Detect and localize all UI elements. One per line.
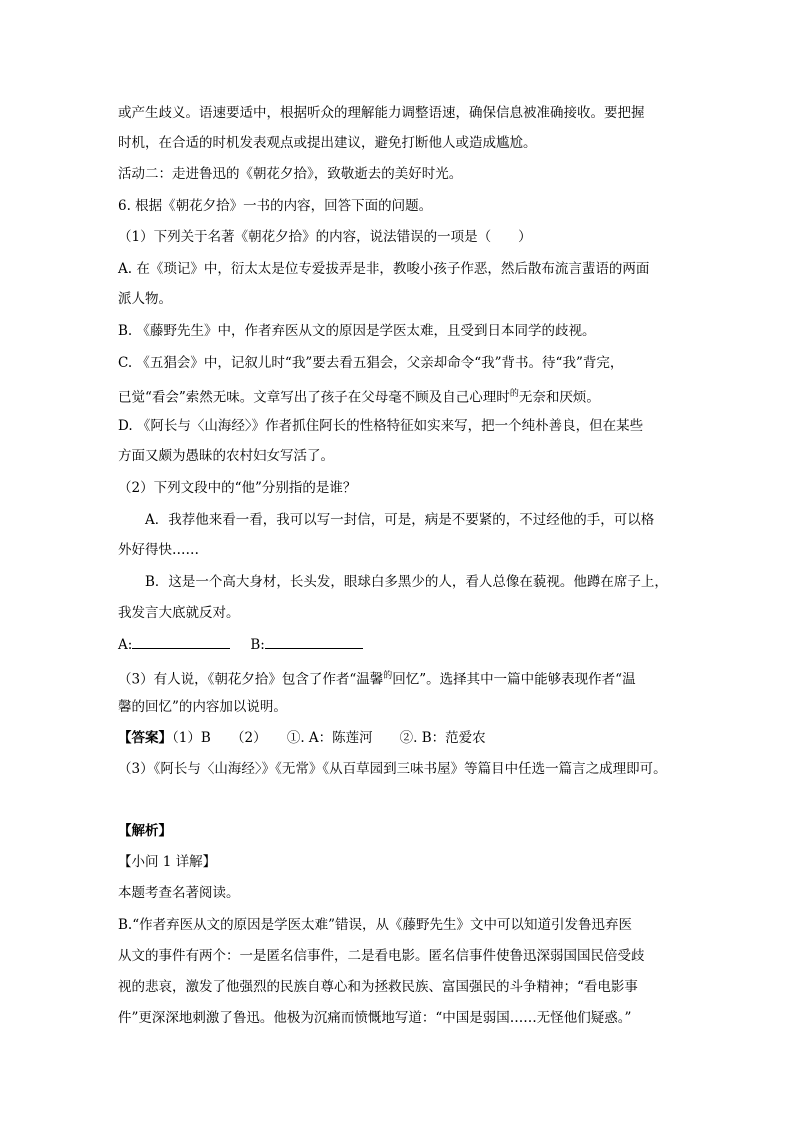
analysis-text: 件”更深深地刺激了鲁迅。他极为沉痛而愤慨地写道：“中国是弱国……无怪他们疑惑。” xyxy=(118,1010,632,1026)
passage-a: A．我荐他来看一看，我可以写一封信，可是，病是不要紧的，不过经他的手，可以格 xyxy=(145,512,655,528)
option-c-cont xyxy=(118,385,600,407)
answer-label: 【答案】 xyxy=(118,730,172,746)
option-b: B. 《藤野先生》中，作者弃医从文的原因是学医太难，且受到日本同学的歧视。 xyxy=(118,323,596,339)
text-line: 或产生歧义。语速要适中，根据听众的理解能力调整语速，确保信息被准确接收。要把握 xyxy=(118,105,645,121)
subquestion-3 xyxy=(118,667,636,689)
option-d-cont: 方面又颇为愚昧的农村妇女写活了。 xyxy=(118,448,334,464)
subquestion-1: （1）下列关于名著《朝花夕拾》的内容，说法错误的一项是（ ） xyxy=(118,229,532,245)
question-6-stem: 6. 根据《朝花夕拾》一书的内容，回答下面的问题。 xyxy=(118,198,433,214)
subquestion-1-heading: 【小问 1 详解】 xyxy=(118,854,217,870)
option-a-cont: 派人物。 xyxy=(118,291,172,307)
text-segment: 回忆”。选择其中一篇中能够表现作者“温 xyxy=(392,671,636,688)
activity-heading: 活动二：走进鲁迅的《朝花夕拾》，致敬逝去的美好时光。 xyxy=(118,166,463,182)
option-d: D. 《阿长与〈山海经〉》作者抓住阿长的性格特征如实来写，把一个纯朴善良，但在某些 xyxy=(118,418,644,434)
text-segment: （3）有人说，《朝花夕拾》包含了作者“温馨 xyxy=(118,671,384,688)
text-segment: 无奈和厌烦。 xyxy=(518,389,600,406)
subquestion-3-cont: 馨的回忆”的内容加以说明。 xyxy=(118,699,287,715)
text-segment: 已觉“看会”索然无味。文章写出了孩子在父母毫不顾及自己心理时 xyxy=(118,389,510,406)
passage-b-cont: 我发言大底就反对。 xyxy=(118,605,240,621)
superscript-char: 的 xyxy=(509,389,519,399)
analysis-text: 视的悲哀，激发了他强烈的民族自尊心和为拯救民族、富国强民的斗争精神；“看电影事 xyxy=(118,979,638,995)
superscript-char: 的 xyxy=(383,671,393,681)
answer-3: （3）《阿长与〈山海经〉》《无常》《从百草园到三味书屋》等篇目中任选一篇言之成理即可。 xyxy=(118,761,667,777)
option-a: A. 在《琐记》中，衍太太是位专爱拔弄是非，教唆小孩子作恶，然后散布流言蜚语的两面 xyxy=(118,261,650,277)
analysis-text: B.“作者弃医从文的原因是学医太难”错误，从《藤野先生》文中可以知道引发鲁迅弃医 xyxy=(118,917,633,933)
passage-b: B．这是一个高大身材，长头发，眼球白多黑少的人，看人总像在藐视。他蹲在席子上， xyxy=(145,574,668,590)
blank-b[interactable] xyxy=(265,636,363,649)
answer-line xyxy=(118,729,486,747)
analysis-heading: 【解析】 xyxy=(118,823,172,839)
analysis-text: 本题考查名著阅读。 xyxy=(118,885,240,901)
option-c: C. 《五猖会》中，记叙儿时“我”要去看五猖会，父亲却命令“我”背书。待“我”背完， xyxy=(118,355,624,371)
analysis-text: 从文的事件有两个：一是匿名信事件，二是看电影。匿名信事件使鲁迅深弱国国民倍受歧 xyxy=(118,948,645,964)
answer-blanks xyxy=(118,636,363,654)
blank-a-label: A: xyxy=(118,637,133,653)
subquestion-2: （2）下列文段中的“他”分别指的是谁？ xyxy=(118,480,357,496)
blank-b-label: B: xyxy=(250,637,265,653)
answer-text: （1）B （2） ①. A：陈莲河 ②. B：范爱农 xyxy=(172,730,486,746)
text-line: 时机，在合适的时机发表观点或提出建议，避免打断他人或造成尴尬。 xyxy=(118,135,537,151)
passage-a-cont: 外好得快…… xyxy=(118,542,199,558)
blank-a[interactable] xyxy=(132,636,230,649)
